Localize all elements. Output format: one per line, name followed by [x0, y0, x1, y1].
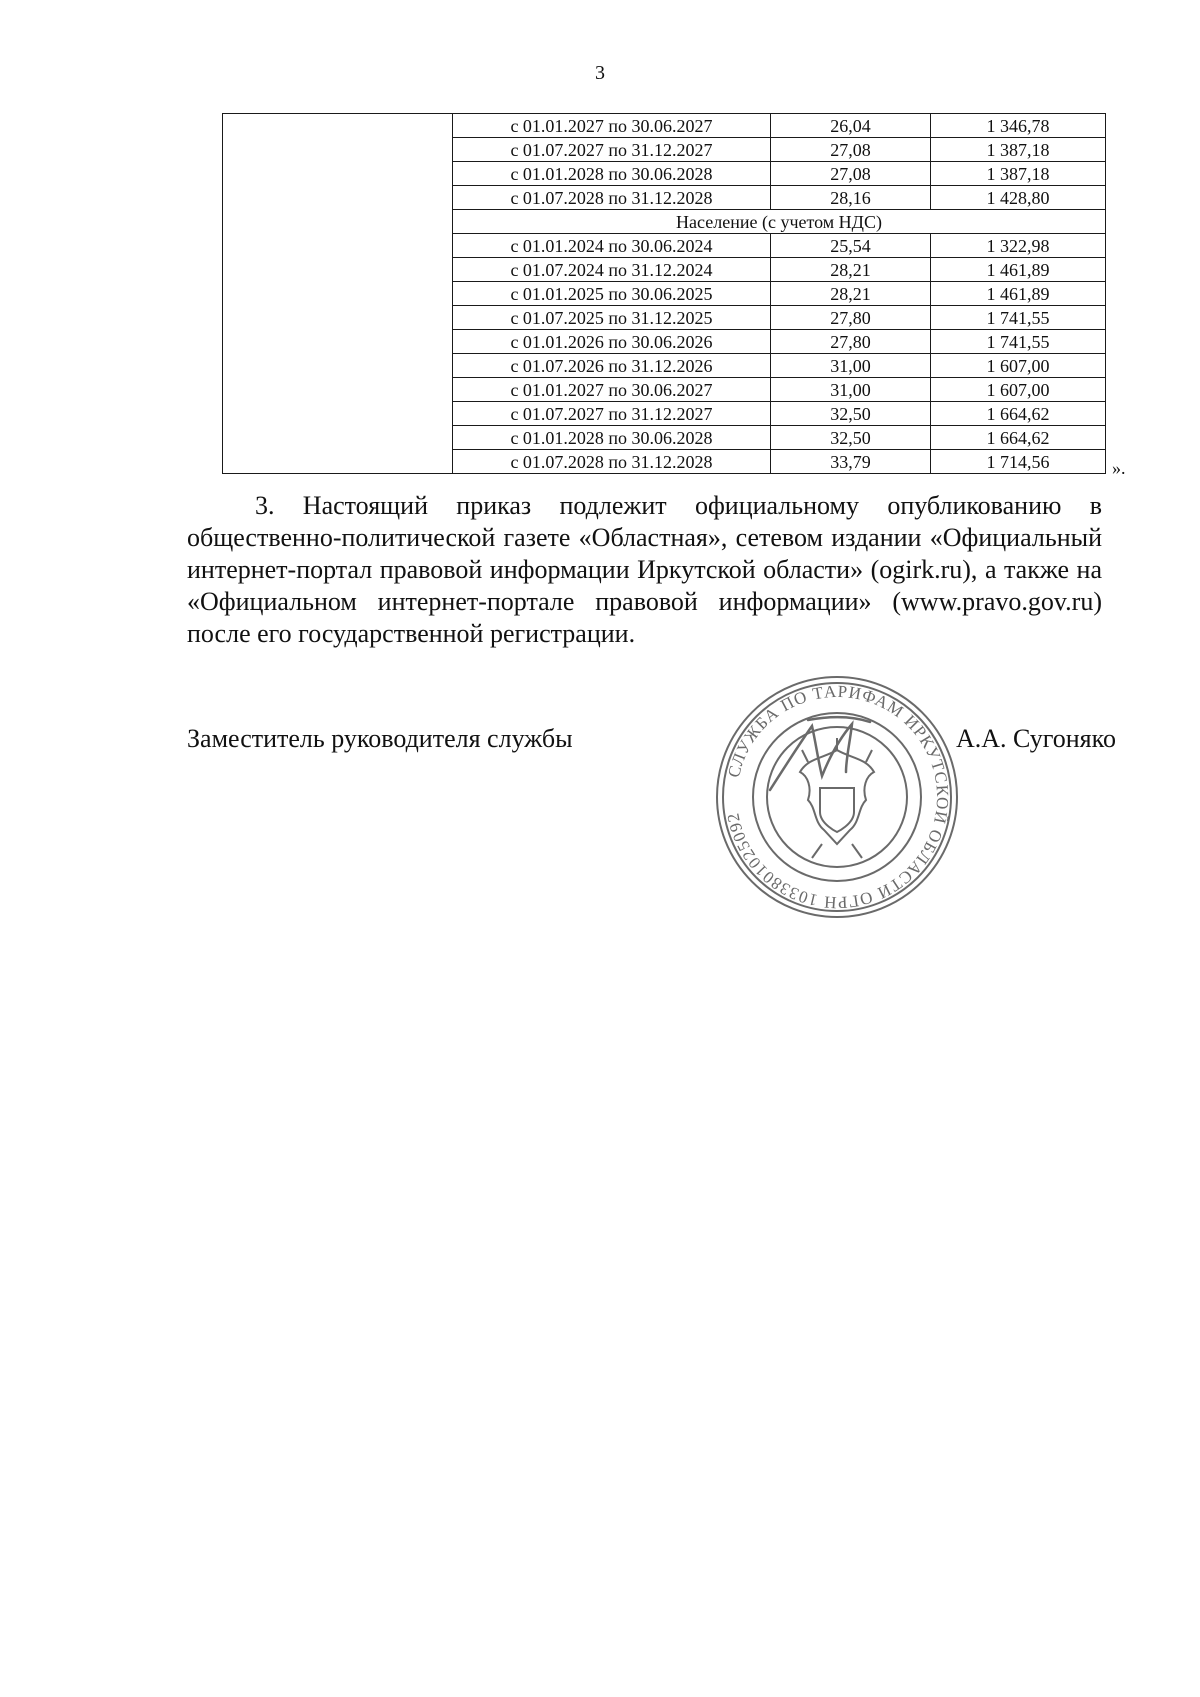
period-cell: с 01.07.2027 по 31.12.2027 — [453, 402, 771, 426]
closing-quote: ». — [1112, 458, 1126, 478]
period-cell: с 01.07.2026 по 31.12.2026 — [453, 354, 771, 378]
value-cell: 32,50 — [771, 426, 931, 450]
value-cell: 1 741,55 — [931, 330, 1106, 354]
coat-of-arms-icon — [800, 738, 874, 858]
period-cell: с 01.07.2028 по 31.12.2028 — [453, 450, 771, 474]
value-cell: 27,08 — [771, 138, 931, 162]
period-cell: с 01.01.2025 по 30.06.2025 — [453, 282, 771, 306]
period-cell: с 01.01.2027 по 30.06.2027 — [453, 114, 771, 138]
period-cell: с 01.07.2024 по 31.12.2024 — [453, 258, 771, 282]
value-cell: 28,16 — [771, 186, 931, 210]
period-cell: с 01.07.2028 по 31.12.2028 — [453, 186, 771, 210]
value-cell: 1 607,00 — [931, 354, 1106, 378]
tariff-table-body — [223, 114, 1106, 474]
period-cell: с 01.01.2026 по 30.06.2026 — [453, 330, 771, 354]
section-header-population: Население (с учетом НДС) — [453, 210, 1106, 234]
signer-title: Заместитель руководителя службы — [187, 724, 573, 753]
tariff-table — [222, 113, 1106, 474]
signer-name: А.А. Сугоняко — [956, 724, 1116, 753]
value-cell: 1 607,00 — [931, 378, 1106, 402]
value-cell: 27,08 — [771, 162, 931, 186]
value-cell: 27,80 — [771, 330, 931, 354]
value-cell: 1 664,62 — [931, 426, 1106, 450]
value-cell: 26,04 — [771, 114, 931, 138]
value-cell: 1 322,98 — [931, 234, 1106, 258]
publication-paragraph: 3. Настоящий приказ подлежит официальному опубликованию в общественно-политической газете «Областная», сетевом издании «Официальный интернет-портал правовой информации Иркутской области» (ogirk.ru), а также на «Официальном интернет-портале правовой информации» (www.pravo.gov.ru) после его государственной регистрации. — [187, 491, 1102, 648]
value-cell: 1 664,62 — [931, 402, 1106, 426]
value-cell: 1 461,89 — [931, 282, 1106, 306]
value-cell: 28,21 — [771, 282, 931, 306]
value-cell: 33,79 — [771, 450, 931, 474]
seal-text: СЛУЖБА ПО ТАРИФАМ ИРКУТСКОЙ ОБЛАСТИ ОГРН 1033801025092 — [723, 681, 953, 913]
period-cell: с 01.01.2028 по 30.06.2028 — [453, 426, 771, 450]
value-cell: 31,00 — [771, 378, 931, 402]
period-cell: с 01.07.2027 по 31.12.2027 — [453, 138, 771, 162]
value-cell: 1 387,18 — [931, 162, 1106, 186]
value-cell: 1 741,55 — [931, 306, 1106, 330]
value-cell: 31,00 — [771, 354, 931, 378]
value-cell: 1 714,56 — [931, 450, 1106, 474]
value-cell: 28,21 — [771, 258, 931, 282]
value-cell: 32,50 — [771, 402, 931, 426]
value-cell: 1 461,89 — [931, 258, 1106, 282]
period-cell: с 01.07.2025 по 31.12.2025 — [453, 306, 771, 330]
value-cell: 1 428,80 — [931, 186, 1106, 210]
empty-merged-cell — [223, 114, 453, 474]
official-seal-icon — [712, 672, 962, 922]
period-cell: с 01.01.2027 по 30.06.2027 — [453, 378, 771, 402]
value-cell: 1 346,78 — [931, 114, 1106, 138]
value-cell: 1 387,18 — [931, 138, 1106, 162]
period-cell: с 01.01.2028 по 30.06.2028 — [453, 162, 771, 186]
value-cell: 25,54 — [771, 234, 931, 258]
period-cell: с 01.01.2024 по 30.06.2024 — [453, 234, 771, 258]
table-row — [223, 114, 1106, 138]
page-number: 3 — [595, 62, 605, 84]
value-cell: 27,80 — [771, 306, 931, 330]
